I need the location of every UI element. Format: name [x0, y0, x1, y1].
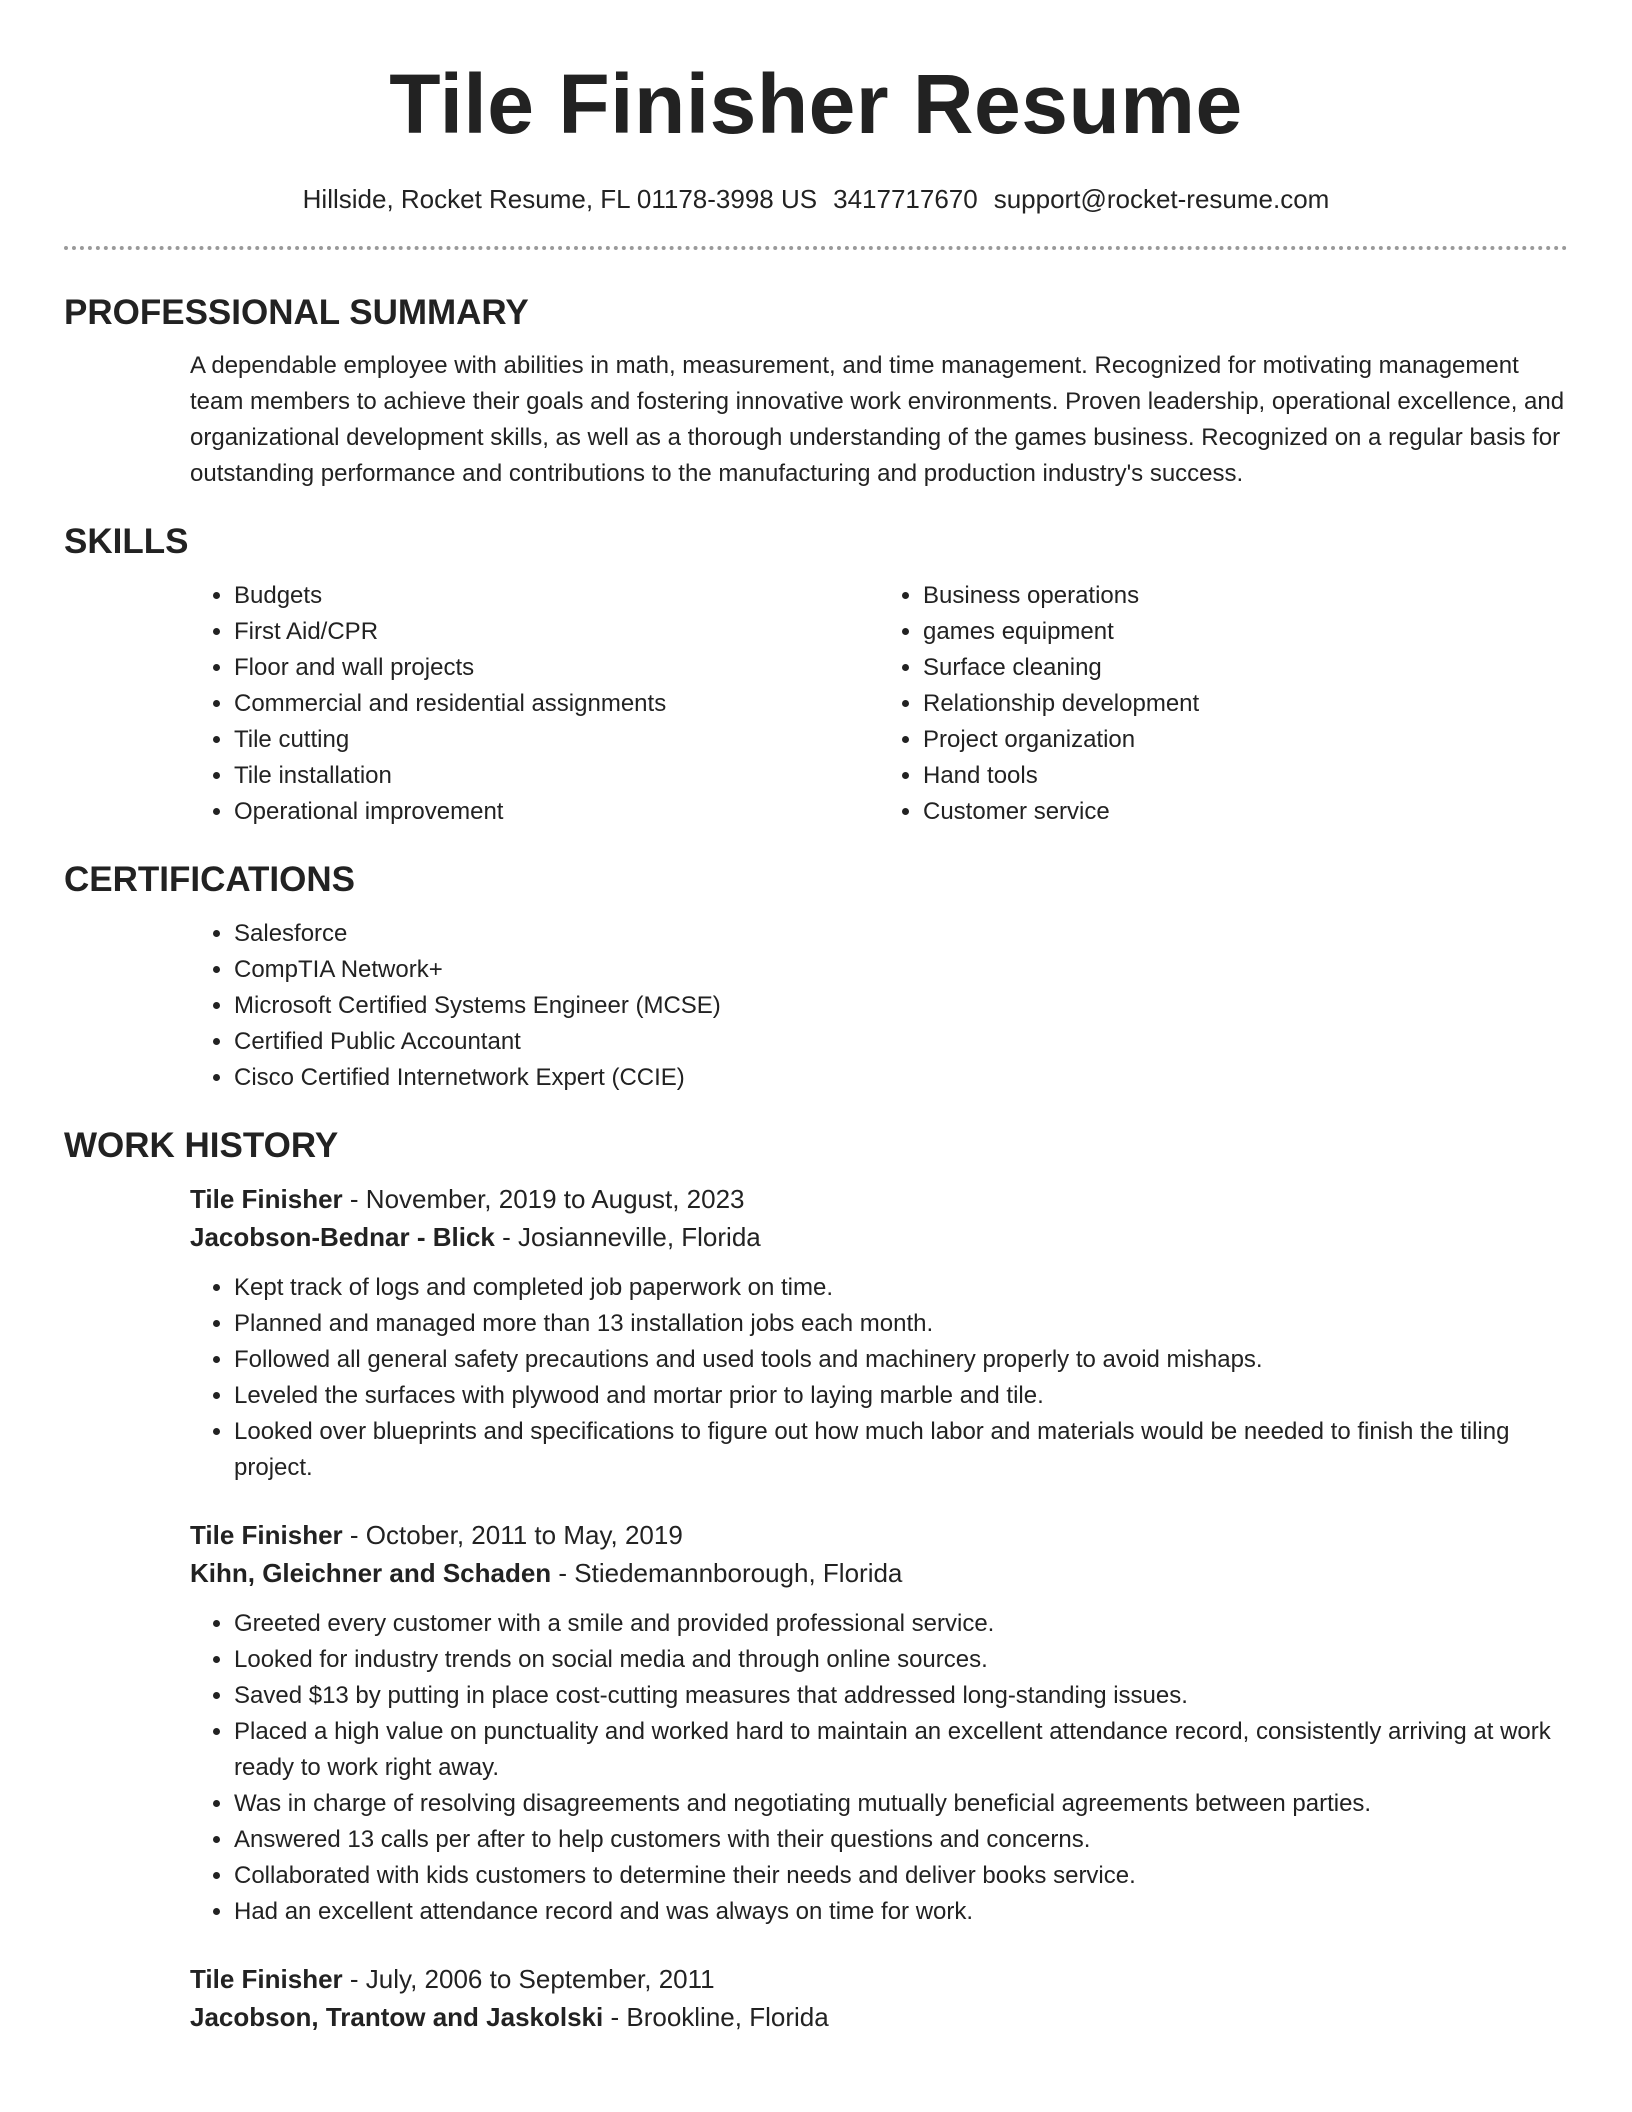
header-divider: [64, 246, 1568, 250]
skill-item: • First Aid/CPR: [234, 614, 879, 650]
job-company: Jacobson, Trantow and Jaskolski: [190, 2002, 604, 2032]
job-dates: - July, 2006 to September, 2011: [342, 1964, 715, 1994]
job-location: - Josianneville, Florida: [494, 1222, 761, 1252]
certification-item: • Cisco Certified Internetwork Expert (CCIE): [234, 1060, 1568, 1096]
job-bullet: • Placed a high value on punctuality and worked hard to maintain an excellent attendance record, consistently arriving at work ready to work right away.: [234, 1714, 1568, 1786]
contact-phone: 3417717670: [833, 184, 978, 214]
job-entry: [190, 1960, 1568, 2036]
summary-text: A dependable employee with abilities in math, measurement, and time management. Recognized for motivating management team members to achieve their goals and fostering innovative work environments. Proven leadership, operational excellence, and organizational development skills, as well as a thorough understanding of the games business. Recognized on a regular basis for outstanding performance and contributions to the manufacturing and production industry's success.: [190, 352, 1565, 487]
skill-item: • Tile installation: [234, 758, 879, 794]
job-bullet: • Leveled the surfaces with plywood and mortar prior to laying marble and tile.: [234, 1378, 1568, 1414]
skill-item: • Tile cutting: [234, 722, 879, 758]
job-bullet: • Saved $13 by putting in place cost-cutting measures that addressed long-standing issues.: [234, 1678, 1568, 1714]
job-dates: - November, 2019 to August, 2023: [342, 1184, 745, 1214]
job-location: - Brookline, Florida: [603, 2002, 829, 2032]
resume-title: Tile Finisher Resume: [389, 57, 1243, 151]
certification-item: • Salesforce: [234, 916, 1568, 952]
work-heading: WORK HISTORY: [64, 1126, 339, 1165]
job-bullets: [190, 1270, 1568, 1486]
job-title: Tile Finisher: [190, 1184, 343, 1214]
skill-item: • Operational improvement: [234, 794, 879, 830]
contact-line: [64, 182, 1568, 216]
certifications-list: [190, 916, 1568, 1096]
skill-item: • Relationship development: [923, 686, 1568, 722]
job-title: Tile Finisher: [190, 1964, 343, 1994]
skill-item: • Commercial and residential assignments: [234, 686, 879, 722]
job-title-line: [190, 1516, 1568, 1554]
contact-address: Hillside, Rocket Resume, FL 01178-3998 US: [302, 184, 818, 214]
certifications-block: [190, 916, 1568, 1096]
job-bullet: • Had an excellent attendance record and was always on time for work.: [234, 1894, 1568, 1930]
job-bullets: [190, 1606, 1568, 1930]
skill-item: • Surface cleaning: [923, 650, 1568, 686]
job-company-line: [190, 1218, 1568, 1256]
skill-item: • Project organization: [923, 722, 1568, 758]
job-entry: [190, 1516, 1568, 1930]
job-bullet: • Looked over blueprints and specifications to figure out how much labor and materials would be needed to finish the tiling project.: [234, 1414, 1568, 1486]
summary-heading: PROFESSIONAL SUMMARY: [64, 293, 529, 332]
job-bullet: • Looked for industry trends on social media and through online sources.: [234, 1642, 1568, 1678]
job-bullet: • Answered 13 calls per after to help customers with their questions and concerns.: [234, 1822, 1568, 1858]
skills-list-right: [879, 578, 1568, 830]
job-company: Jacobson-Bednar - Blick: [190, 1222, 495, 1252]
skills-heading: SKILLS: [64, 522, 189, 561]
skill-item: • Budgets: [234, 578, 879, 614]
certification-item: • Microsoft Certified Systems Engineer (MCSE): [234, 988, 1568, 1024]
resume-page: [64, 0, 1568, 2036]
skill-item: • Business operations: [923, 578, 1568, 614]
job-entry: [190, 1180, 1568, 1486]
job-company-line: [190, 1998, 1568, 2036]
job-title-line: [190, 1960, 1568, 1998]
certifications-heading: CERTIFICATIONS: [64, 860, 356, 899]
certification-item: • Certified Public Accountant: [234, 1024, 1568, 1060]
job-location: - Stiedemannborough, Florida: [551, 1558, 903, 1588]
job-company: Kihn, Gleichner and Schaden: [190, 1558, 552, 1588]
skills-list-left: [190, 578, 879, 830]
job-bullet: • Planned and managed more than 13 installation jobs each month.: [234, 1306, 1568, 1342]
job-title: Tile Finisher: [190, 1520, 343, 1550]
skill-item: • Customer service: [923, 794, 1568, 830]
skills-grid: [190, 578, 1568, 830]
job-bullet: • Kept track of logs and completed job paperwork on time.: [234, 1270, 1568, 1306]
skill-item: • Floor and wall projects: [234, 650, 879, 686]
skill-item: • Hand tools: [923, 758, 1568, 794]
job-title-line: [190, 1180, 1568, 1218]
certification-item: • CompTIA Network+: [234, 952, 1568, 988]
job-dates: - October, 2011 to May, 2019: [342, 1520, 683, 1550]
job-bullet: • Collaborated with kids customers to determine their needs and deliver books service.: [234, 1858, 1568, 1894]
job-bullet: • Was in charge of resolving disagreements and negotiating mutually beneficial agreements between parties.: [234, 1786, 1568, 1822]
job-bullet: • Followed all general safety precautions and used tools and machinery properly to avoid mishaps.: [234, 1342, 1568, 1378]
contact-email[interactable]: support@rocket-resume.com: [993, 184, 1330, 214]
skill-item: • games equipment: [923, 614, 1568, 650]
job-company-line: [190, 1554, 1568, 1592]
job-bullet: • Greeted every customer with a smile and provided professional service.: [234, 1606, 1568, 1642]
